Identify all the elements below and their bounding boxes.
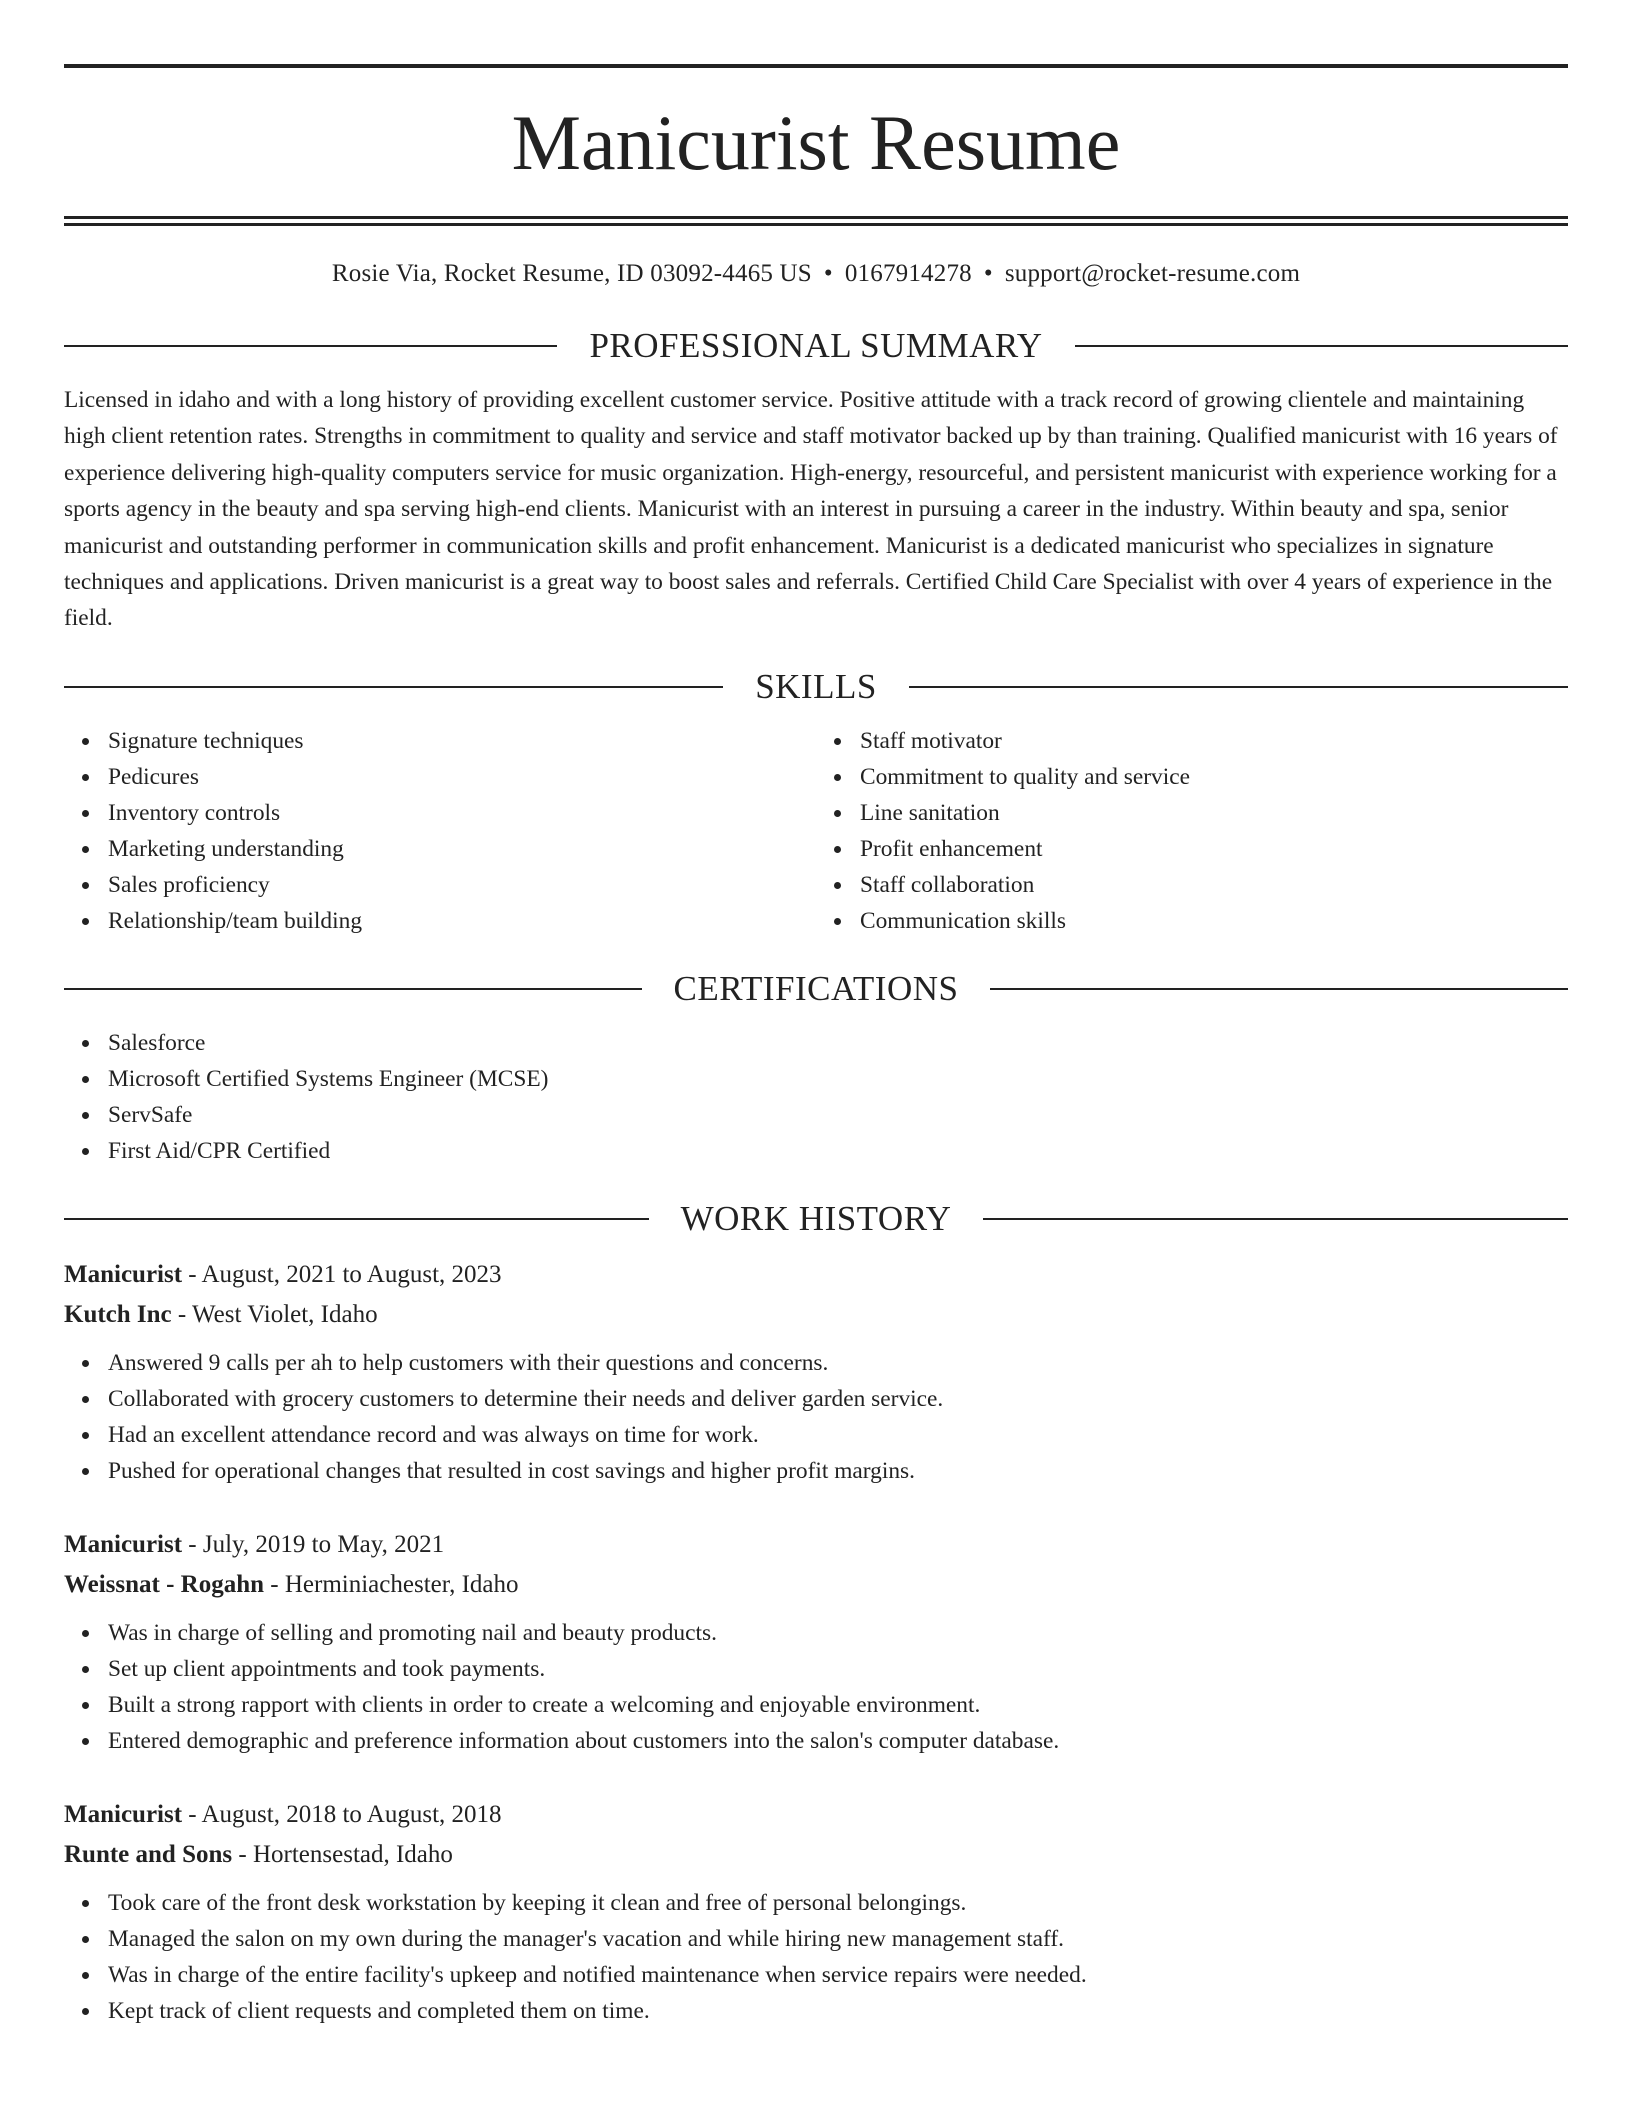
job-bullet: Was in charge of the entire facility's upkeep and notified maintenance when service repairs were needed. (108, 1957, 1568, 1993)
skills-column-right (816, 723, 1568, 939)
skill-item: Pedicures (108, 759, 816, 795)
heading-rule (64, 1218, 649, 1220)
certification-item: ServSafe (108, 1097, 1568, 1133)
summary-text: Licensed in idaho and with a long history of providing excellent customer service. Positive attitude with a track record of growing clientele and maintaining high client retention rates. Strengths in commitment to quality and service and staff motivator backed up by than training. Qualified manicurist with 16 years of experience delivering high-quality computers service for music organization. High-energy, resourceful, and persistent manicurist with experience working for a sports agency in the beauty and spa serving high-end clients. Manicurist with an interest in pursuing a career in the industry. Within beauty and spa, senior manicurist and outstanding performer in communication skills and profit enhancement. Manicurist is a dedicated manicurist who specializes in signature techniques and applications. Driven manicurist is a great way to boost sales and referrals. Certified Child Care Specialist with over 4 years of experience in the field. (64, 387, 1558, 632)
skill-item: Staff motivator (860, 723, 1568, 759)
section-heading-skills (64, 663, 1568, 711)
job-company: Kutch Inc (64, 1300, 172, 1328)
job-bullet: Answered 9 calls per ah to help customers with their questions and concerns. (108, 1345, 1568, 1381)
job-title: Manicurist (64, 1800, 183, 1828)
skill-item: Inventory controls (108, 795, 816, 831)
job-bullet: Collaborated with grocery customers to determine their needs and deliver garden service. (108, 1381, 1568, 1417)
contact-separator: • (983, 260, 993, 287)
resume-page (64, 64, 1568, 2029)
skill-item: Staff collaboration (860, 867, 1568, 903)
section-title: CERTIFICATIONS (673, 968, 959, 1008)
heading-rule (64, 686, 723, 688)
job-title-line (64, 1525, 1568, 1565)
page-title: Manicurist Resume (511, 99, 1121, 186)
top-rule (64, 64, 1568, 68)
heading-rule (64, 988, 642, 990)
section-title: WORK HISTORY (680, 1198, 952, 1238)
skill-item: Profit enhancement (860, 831, 1568, 867)
job-title-line (64, 1255, 1568, 1295)
skill-item: Line sanitation (860, 795, 1568, 831)
heading-rule (990, 988, 1568, 990)
job-company: Runte and Sons (64, 1840, 233, 1868)
job-bullet: Kept track of client requests and completed them on time. (108, 1993, 1568, 2029)
certification-item: Salesforce (108, 1025, 1568, 1061)
section-title: PROFESSIONAL SUMMARY (589, 326, 1043, 365)
contact-email: support@rocket-resume.com (1004, 260, 1301, 287)
job-company-line (64, 1835, 1568, 1875)
contact-address: Rosie Via, Rocket Resume, ID 03092-4465 US (331, 260, 812, 287)
heading-rule (1075, 345, 1568, 347)
job-entry (64, 1255, 1568, 1489)
certification-item: First Aid/CPR Certified (108, 1133, 1568, 1169)
job-bullet: Managed the salon on my own during the manager's vacation and while hiring new management staff. (108, 1921, 1568, 1957)
title-double-rule (64, 216, 1568, 226)
skill-item: Commitment to quality and service (860, 759, 1568, 795)
heading-rule (983, 1218, 1568, 1220)
job-location: - Hortensestad, Idaho (238, 1840, 453, 1868)
certifications-list (64, 1025, 1568, 1169)
job-bullet: Set up client appointments and took payments. (108, 1651, 1568, 1687)
job-bullet: Had an excellent attendance record and was always on time for work. (108, 1417, 1568, 1453)
section-heading-work-history (64, 1195, 1568, 1243)
certification-item: Microsoft Certified Systems Engineer (MCSE) (108, 1061, 1568, 1097)
skills-list (64, 723, 1568, 939)
job-dates: - July, 2019 to May, 2021 (188, 1530, 445, 1558)
job-title: Manicurist (64, 1530, 183, 1558)
heading-rule (909, 686, 1568, 688)
skill-item: Signature techniques (108, 723, 816, 759)
contact-phone: 0167914278 (844, 260, 972, 287)
job-bullet: Pushed for operational changes that resulted in cost savings and higher profit margins. (108, 1453, 1568, 1489)
job-bullet: Entered demographic and preference information about customers into the salon's computer database. (108, 1723, 1568, 1759)
contact-separator: • (823, 260, 833, 287)
job-location: - Herminiachester, Idaho (270, 1570, 519, 1598)
job-location: - West Violet, Idaho (177, 1300, 378, 1328)
skill-item: Communication skills (860, 903, 1568, 939)
section-heading-certifications (64, 965, 1568, 1013)
skills-column-left (64, 723, 816, 939)
section-heading-summary (64, 322, 1568, 370)
job-entry (64, 1795, 1568, 2029)
skill-item: Relationship/team building (108, 903, 816, 939)
section-title: SKILLS (755, 666, 877, 706)
job-company-line (64, 1565, 1568, 1605)
job-company-line (64, 1295, 1568, 1335)
job-company: Weissnat - Rogahn (64, 1570, 265, 1598)
heading-rule (64, 345, 557, 347)
job-bullet: Was in charge of selling and promoting nail and beauty products. (108, 1615, 1568, 1651)
job-bullet: Built a strong rapport with clients in order to create a welcoming and enjoyable environment. (108, 1687, 1568, 1723)
job-dates: - August, 2018 to August, 2018 (188, 1800, 502, 1828)
job-entry (64, 1525, 1568, 1759)
job-dates: - August, 2021 to August, 2023 (188, 1260, 502, 1288)
contact-line (64, 260, 1568, 288)
job-title: Manicurist (64, 1260, 183, 1288)
skill-item: Marketing understanding (108, 831, 816, 867)
skill-item: Sales proficiency (108, 867, 816, 903)
job-bullet: Took care of the front desk workstation by keeping it clean and free of personal belongings. (108, 1885, 1568, 1921)
job-title-line (64, 1795, 1568, 1835)
